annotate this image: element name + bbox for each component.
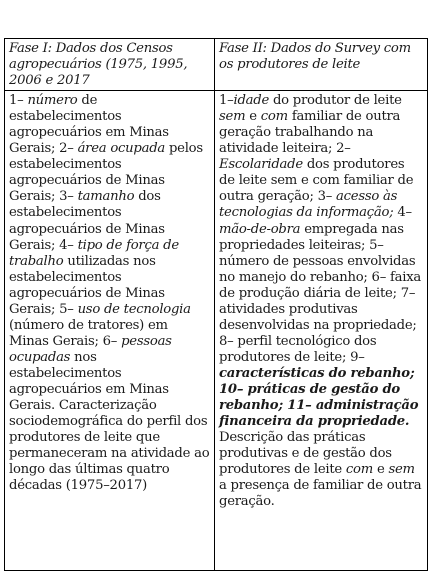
text-run: (número de tratores) em Minas Gerais; 6– <box>9 317 168 349</box>
emphasis-run: número <box>27 93 78 109</box>
text-run: a presença de familiar de outra geração. <box>219 478 422 510</box>
text-run: 4– <box>393 205 412 221</box>
header-phase-2: Fase II: Dados do Survey com os produtores de leite <box>215 39 428 91</box>
text-run: e <box>373 462 389 478</box>
emphasis-run: características do rebanho; 10– práticas de gestão do rebanho; 11– administração financeira da propriedade. <box>219 365 419 430</box>
emphasis-run: tamanho <box>77 189 135 205</box>
text-run: pelos estabelecimentos agropecuários de Minas Gerais; 3– <box>9 141 203 205</box>
text-run: 1– <box>9 93 28 109</box>
phase-1-description <box>5 91 215 571</box>
text-run: nos estabelecimentos agropecuários em Minas Gerais. Caracterização sociodemográfica do perfil dos produtores de leite que permaneceram na atividade ao longo das últimas quatro décadas (1975–2017) <box>9 349 210 494</box>
text-run: empregada nas propriedades leiteiras; 5– número de pessoas envolvidas no manejo do rebanho; 6– faixa de produção diária de leite; 7– atividades produtivas desenvolvidas na propriedade; 8– perfil tecnológico dos produtores de leite; 9– <box>219 221 421 365</box>
emphasis-run: com <box>345 462 373 478</box>
emphasis-run: com <box>260 109 288 125</box>
emphasis-run: mão-de-obra <box>219 221 301 237</box>
emphasis-run: acesso às tecnologias da informação; <box>219 189 398 221</box>
emphasis-run: sem <box>219 109 246 125</box>
table-body-row <box>5 91 428 571</box>
text-run: utilizadas nos estabelecimentos agropecuários de Minas Gerais; 5– <box>9 253 165 317</box>
text-run: dos estabelecimentos agropecuários de Minas Gerais; 4– <box>9 189 165 253</box>
phase-2-description <box>215 91 428 571</box>
text-run: 1– <box>219 93 234 109</box>
text-run: do produtor de leite <box>269 93 402 109</box>
text-run: e <box>245 109 261 125</box>
emphasis-run: idade <box>233 93 270 109</box>
emphasis-run: tipo de força de trabalho <box>9 237 179 269</box>
emphasis-run: sem <box>388 462 415 478</box>
emphasis-run: Escolaridade <box>219 157 303 173</box>
text-run: Descrição das práticas produtivas e de gestão dos produtores de leite <box>219 430 392 478</box>
text-run: dos produtores de leite sem e com familiar de outra geração; 3– <box>219 157 414 205</box>
header-phase-1: Fase I: Dados dos Censos agropecuários (1975, 1995, 2006 e 2017 <box>5 39 215 91</box>
emphasis-run: uso de tecnologia <box>77 301 191 317</box>
table-header-row <box>5 39 428 91</box>
emphasis-run: área ocupada <box>77 141 166 157</box>
text-run: de estabelecimentos agropecuários em Minas Gerais; 2– <box>9 93 169 157</box>
emphasis-run: pessoas ocupadas <box>9 333 172 365</box>
phases-table <box>4 38 428 571</box>
text-run: familiar de outra geração trabalhando na atividade leiteira; 2– <box>219 109 401 157</box>
